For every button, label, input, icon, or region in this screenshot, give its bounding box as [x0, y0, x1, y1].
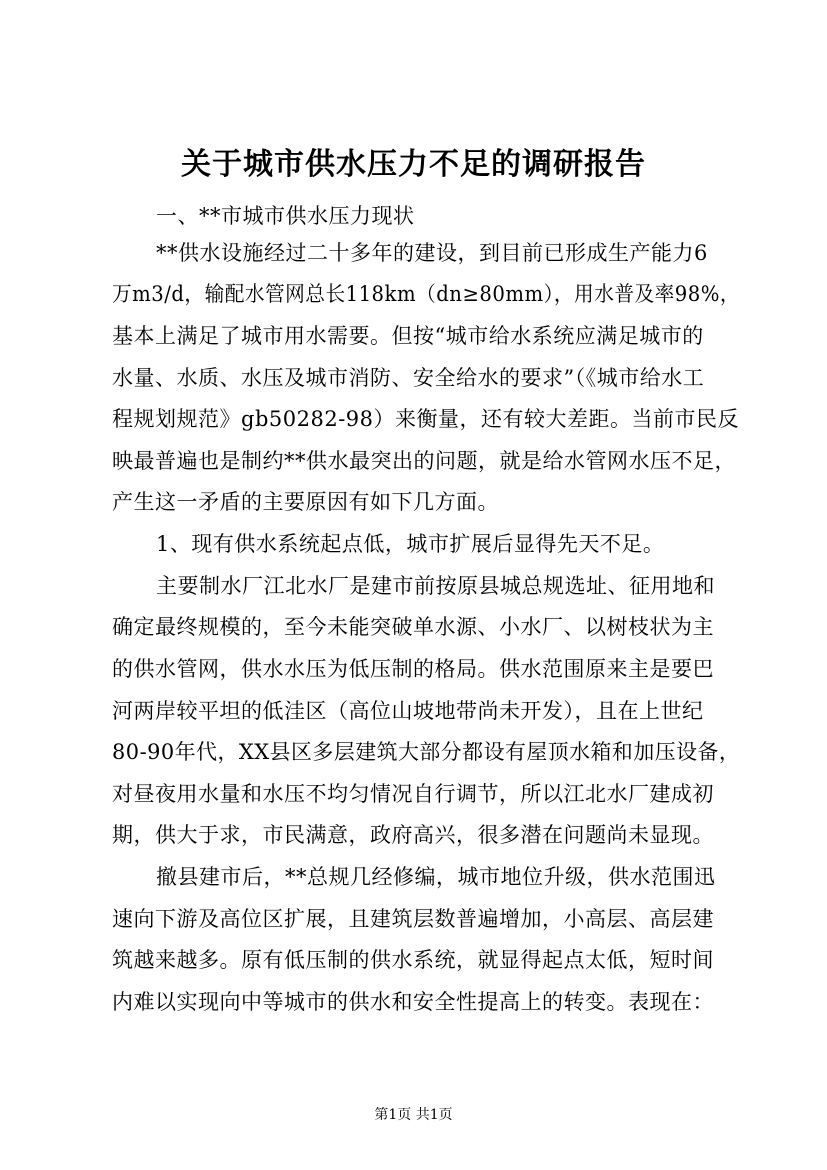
paragraph-line: 水量、水质、水压及城市消防、安全给水的要求”（《城市给水工	[112, 366, 705, 390]
paragraph-line: **供水设施经过二十多年的建设，到目前已形成生产能力6	[156, 241, 708, 265]
paragraph-line: 80-90年代，XX县区多层建筑大部分都设有屋顶水箱和加压设备，	[112, 740, 741, 764]
subsection-heading: 1、现有供水系统起点低，城市扩展后显得先天不足。	[156, 532, 665, 556]
paragraph-line: 主要制水厂江北水厂是建市前按原县城总规选址、征用地和	[156, 574, 715, 598]
paragraph-line: 期，供大于求，市民满意，政府高兴，很多潜在问题尚未显现。	[112, 823, 714, 847]
paragraph-line: 速向下游及高位区扩展，且建筑层数普遍增加，小高层、高层建	[112, 907, 714, 931]
paragraph-line: 对昼夜用水量和水压不均匀情况自行调节，所以江北水厂建成初	[112, 782, 714, 806]
document-title: 关于城市供水压力不足的调研报告	[181, 147, 646, 182]
paragraph-line: 撤县建市后，**总规几经修编，城市地位升级，供水范围迅	[156, 865, 716, 889]
paragraph-line: 万m3/d，输配水管网总长118km（dn≥80mm），用水普及率98%，	[112, 282, 741, 306]
paragraph-line: 筑越来越多。原有低压制的供水系统，就显得起点太低，短时间	[112, 948, 714, 972]
paragraph-line: 映最普遍也是制约**供水最突出的问题，就是给水管网水压不足，	[112, 449, 736, 473]
paragraph-line: 的供水管网，供水水压为低压制的格局。供水范围原来主是要巴	[112, 657, 714, 681]
page-number-footer: 第1页 共1页	[374, 1107, 453, 1123]
paragraph-line: 程规划规范》gb50282-98）来衡量，还有较大差距。当前市民反	[112, 407, 740, 431]
paragraph-line: 内难以实现向中等城市的供水和安全性提高上的转变。表现在：	[112, 990, 714, 1014]
paragraph-line: 河两岸较平坦的低洼区（高位山坡地带尚未开发），且在上世纪	[112, 699, 704, 723]
paragraph-line: 基本上满足了城市用水需要。但按“城市给水系统应满足城市的	[112, 324, 704, 348]
section-heading: 一、**市城市供水压力现状	[156, 204, 415, 228]
paragraph-line: 产生这一矛盾的主要原因有如下几方面。	[112, 490, 499, 514]
paragraph-line: 确定最终规模的，至今未能突破单水源、小水厂、以树枝状为主	[112, 615, 714, 639]
